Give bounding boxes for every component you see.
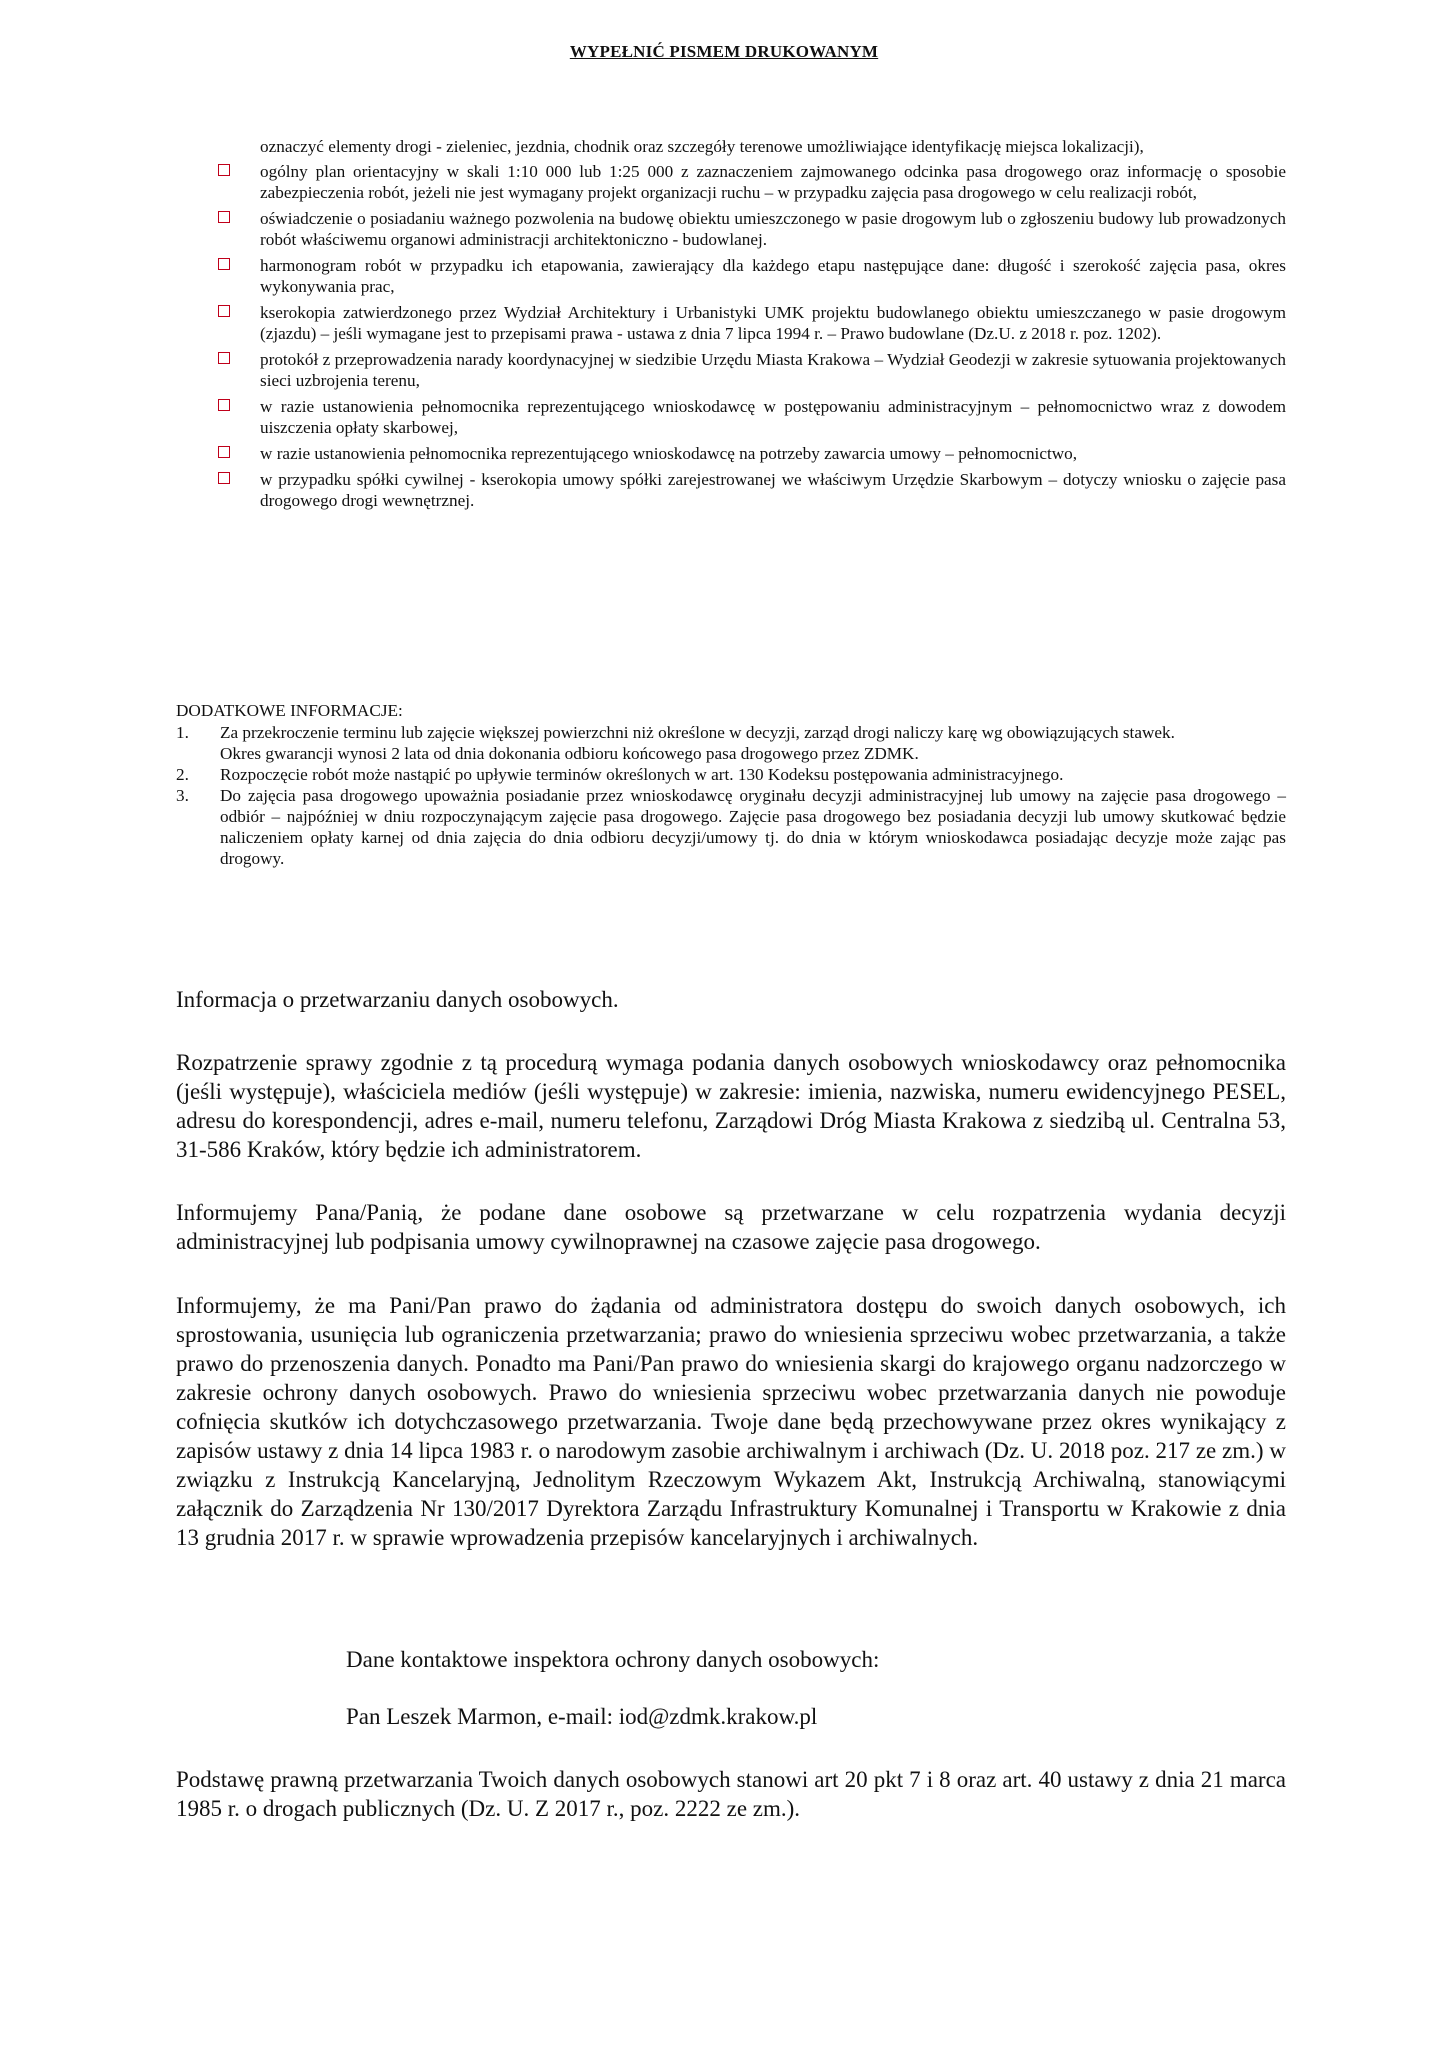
requirement-text: ogólny plan orientacyjny w skali 1:10 000 lub 1:25 000 z zaznaczeniem zajmowanego odcinka pasa drogowego oraz informację o sposobie zabezpieczenia robót, jeżeli nie jest wymagany projekt organizacji ruchu – w przypadku zajęcia pasa drogowego w celu realizacji robót, — [260, 162, 1286, 202]
requirement-item-6 — [216, 396, 1286, 438]
contact-label: Dane kontaktowe inspektora ochrony danych osobowych: — [346, 1647, 880, 1672]
page-header: WYPEŁNIĆ PISMEM DRUKOWANYM — [569, 42, 879, 61]
checkbox-icon[interactable] — [218, 399, 230, 411]
requirement-item-5 — [216, 349, 1286, 391]
privacy-paragraph-3: Informujemy, że ma Pani/Pan prawo do żądania od administratora dostępu do swoich danych osobowych, ich sprostowania, usunięcia lub ograniczenia przetwarzania; prawo do wniesienia sprzeciwu wobec przetwarzania, a także prawo do przenoszenia danych. Ponadto ma Pani/Pan prawo do wniesienia skargi do krajowego organu nadzorczego w zakresie ochrony danych osobowych. Prawo do wniesienia sprzeciwu wobec przetwarzania danych nie powoduje cofnięcia skutków ich dotychczasowego przetwarzania. Twoje dane będą przechowywane przez okres wynikający z zapisów ustawy z dnia 14 lipca 1983 r. o narodowym zasobie archiwalnym i archiwach (Dz. U. 2018 poz. 217 ze zm.) w związku z Instrukcją Kancelaryjną, Jednolitym Rzeczowym Wykazem Akt, Instrukcją Archiwalną, stanowiącymi załącznik do Zarządzenia Nr 130/2017 Dyrektora Zarządu Infrastruktury Komunalnej i Transportu w Krakowie z dnia 13 grudnia 2017 r. w sprawie wprowadzenia przepisów kancelaryjnych i archiwalnych. — [176, 1293, 1286, 1550]
item-extra-text: Okres gwarancji wynosi 2 lata od dnia dokonania odbioru końcowego pasa drogowego przez ZDMK. — [220, 744, 919, 763]
item-number: 1. — [176, 723, 189, 742]
requirement-text: protokół z przeprowadzenia narady koordynacyjnej w siedzibie Urzędu Miasta Krakowa – Wydział Geodezji w zakresie sytuowania projektowanych sieci uzbrojenia terenu, — [260, 350, 1286, 390]
additional-info-item-3 — [176, 785, 1286, 869]
checkbox-icon[interactable] — [218, 305, 230, 317]
requirement-item-3 — [216, 255, 1286, 297]
requirement-text: oświadczenie o posiadaniu ważnego pozwolenia na budowę obiektu umieszczonego w pasie drogowym lub o zgłoszeniu budowy lub prowadzonych robót właściwemu organowi administracji architektoniczno - budowlanej. — [260, 209, 1286, 249]
checkbox-icon[interactable] — [218, 164, 230, 176]
privacy-paragraph-1: Rozpatrzenie sprawy zgodnie z tą procedurą wymaga podania danych osobowych wnioskodawcy oraz pełnomocnika (jeśli występuje), właściciela mediów (jeśli występuje) w zakresie: imienia, nazwiska, numeru ewidencyjnego PESEL, adresu do korespondencji, adres e-mail, numeru telefonu, Zarządowi Dróg Miasta Krakowa z siedzibą ul. Centralna 53, 31-586 Kraków, który będzie ich administratorem. — [176, 1050, 1286, 1162]
requirements-section — [216, 136, 1286, 516]
additional-info-title: DODATKOWE INFORMACJE: — [176, 701, 403, 720]
item-text: Za przekroczenie terminu lub zajęcie większej powierzchni niż określone w decyzji, zarząd drogi naliczy karę wg obowiązujących stawek. — [220, 723, 1175, 742]
privacy-paragraph-2: Informujemy Pana/Panią, że podane dane osobowe są przetwarzane w celu rozpatrzenia wydania decyzji administracyjnej lub podpisania umowy cywilnoprawnej na czasowe zajęcie pasa drogowego. — [176, 1200, 1286, 1254]
additional-info-item-2 — [176, 764, 1286, 785]
item-text: Do zajęcia pasa drogowego upoważnia posiadanie przez wnioskodawcę oryginału decyzji administracyjnej lub umowy na zajęcie pasa drogowego – odbiór – najpóźniej w dniu rozpoczynającym zajęcie pasa drogowego. Zajęcie pasa drogowego bez posiadania decyzji lub umowy skutkować będzie naliczeniem opłaty karnej od dnia zajęcia do dnia odbioru decyzji/umowy tj. do dnia w którym wnioskodawca posiadając decyzje może zając pas drogowy. — [220, 786, 1286, 868]
checkbox-icon[interactable] — [218, 446, 230, 458]
checkbox-icon[interactable] — [218, 211, 230, 223]
requirement-text: w razie ustanowienia pełnomocnika reprezentującego wnioskodawcę w postępowaniu administracyjnym – pełnomocnictwo wraz z dowodem uiszczenia opłaty skarbowej, — [260, 397, 1286, 437]
requirement-item-8 — [216, 469, 1286, 511]
checkbox-icon[interactable] — [218, 258, 230, 270]
checkbox-icon[interactable] — [218, 472, 230, 484]
legal-basis: Podstawę prawną przetwarzania Twoich danych osobowych stanowi art 20 pkt 7 i 8 oraz art. 40 ustawy z dnia 21 marca 1985 r. o drogach publicznych (Dz. U. Z 2017 r., poz. 2222 ze zm.). — [176, 1767, 1286, 1821]
requirement-item-2 — [216, 208, 1286, 250]
contact-person: Pan Leszek Marmon, e-mail: iod@zdmk.krakow.pl — [346, 1704, 818, 1729]
requirement-text: kserokopia zatwierdzonego przez Wydział Architektury i Urbanistyki UMK projektu budowlanego obiektu umieszczanego w pasie drogowym (zjazdu) – jeśli wymagane jest to przepisami prawa - ustawa z dnia 7 lipca 1994 r. – Prawo budowlane (Dz.U. z 2018 r. poz. 1202). — [260, 303, 1286, 343]
requirement-text: w przypadku spółki cywilnej - kserokopia umowy spółki zarejestrowanej we właściwym Urzędzie Skarbowym – dotyczy wniosku o zajęcie pasa drogowego drogi wewnętrznej. — [260, 470, 1286, 510]
requirement-item-1 — [216, 161, 1286, 203]
additional-info-item-1 — [176, 722, 1286, 764]
requirement-text: w razie ustanowienia pełnomocnika reprezentującego wnioskodawcę na potrzeby zawarcia umowy – pełnomocnictwo, — [260, 444, 1078, 463]
additional-info-list — [176, 722, 1286, 869]
item-number: 3. — [176, 786, 189, 805]
requirement-continuation: oznaczyć elementy drogi - zieleniec, jezdnia, chodnik oraz szczegóły terenowe umożliwiające identyfikację miejsca lokalizacji), — [260, 137, 1144, 156]
requirement-item-4 — [216, 302, 1286, 344]
requirement-item-7 — [216, 443, 1286, 464]
requirement-text: harmonogram robót w przypadku ich etapowania, zawierający dla każdego etapu następujące dane: długość i szerokość zajęcia pasa, okres wykonywania prac, — [260, 256, 1286, 296]
privacy-heading: Informacja o przetwarzaniu danych osobowych. — [176, 987, 619, 1012]
checkbox-icon[interactable] — [218, 352, 230, 364]
item-number: 2. — [176, 765, 189, 784]
item-text: Rozpoczęcie robót może nastąpić po upływie terminów określonych w art. 130 Kodeksu postępowania administracyjnego. — [220, 765, 1064, 784]
